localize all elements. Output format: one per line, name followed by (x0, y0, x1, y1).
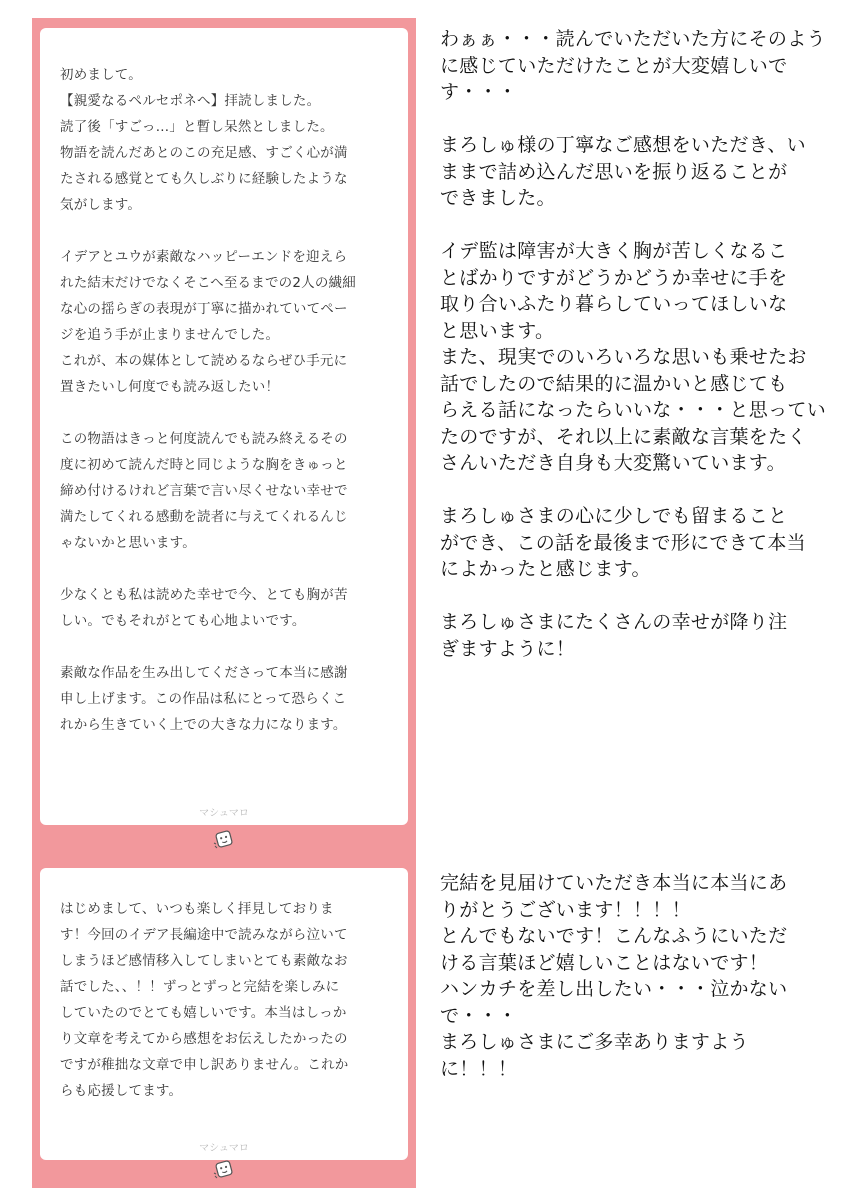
brand-label: マシュマロ (199, 808, 249, 819)
marshmallow-face-icon (211, 1156, 237, 1182)
reply-text-2: 完結を見届けていただき本当に本当にあ りがとうございます！！！！ とんでもないです！こんなふうにいただ ける言葉ほど嬉しいことはないです！ ハンカチを差し出したい・・・泣かない で・・・ まろしゅさまにご多幸ありますよう に！！！ (440, 872, 788, 1080)
marshmallow-card-1 (32, 18, 416, 858)
marshmallow-face-icon (211, 826, 237, 852)
brand-label: マシュマロ (199, 1143, 249, 1154)
message-text: 初めまして。 【親愛なるペルセポネへ】拝読しました。 読了後「すごっ…」と暫し呆然としました。 物語を読んだあとのこの充足感、すごく心が満 たされる感覚とても久しぶりに経験したような 気がします。 イデアとユウが素敵なハッピーエンドを迎えら れた結末だけでなくそこへ至るまでの2人の繊細 な心の揺らぎの表現が丁寧に描かれていてペー ジを追う手が止まりませんでした。 これが、本の媒体として読めるならぜひ手元に 置きたいし何度でも読み返したい！ この物語はきっと何度読んでも読み終えるその 度に初めて読んだ時と同じような胸をきゅっと 締め付けるけれど言葉で言い尽くせない幸せで 満たしてくれる感動を読者に与えてくれるんじ ゃないかと思います。 少なくとも私は読めた幸せで今、とても胸が苦 しい。でもそれがとても心地よいです。 素敵な作品を生み出してくださって本当に感謝 申し上げます。この作品は私にとって恐らくこ れから生きていく上での大きな力になります。 (60, 67, 356, 733)
message-panel (40, 868, 408, 1160)
message-text: はじめまして、いつも楽しく拝見しておりま す！今回のイデア長編途中で読みながら泣いて しまうほど感情移入してしまいとても素敵なお 話でした、、！！ずっとずっと完結を楽しみに していたのでとても嬉しいです。本当はしっか り文章を考えてから感想をお伝えしたかったの ですが稚拙な文章で申し訳ありません。これか らも応援してます。 (60, 901, 349, 1099)
reply-text-1: わぁぁ・・・読んでいただいた方にそのよう に感じていただけたことが大変嬉しいで す・・・ まろしゅ様の丁寧なご感想をいただき、い ままで詰め込んだ思いを振り返ることが できました。 イデ監は障害が大きく胸が苦しくなるこ とばかりですがどうかどうか幸せに手を 取り合いふたり暮らしていってほしいな と思います。 また、現実でのいろいろな思いも乗せたお 話でしたので結果的に温かいと感じても らえる話になったらいいな・・・と思ってい たのですが、それ以上に素敵な言葉をたく さんいただき自身も大変驚いています。 まろしゅさまの心に少しでも留まること ができ、この話を最後まで形にできて本当 によかったと感じます。 まろしゅさまにたくさんの幸せが降り注 ぎますように！ (440, 28, 827, 660)
message-panel (40, 28, 408, 825)
marshmallow-card-2 (32, 858, 416, 1188)
